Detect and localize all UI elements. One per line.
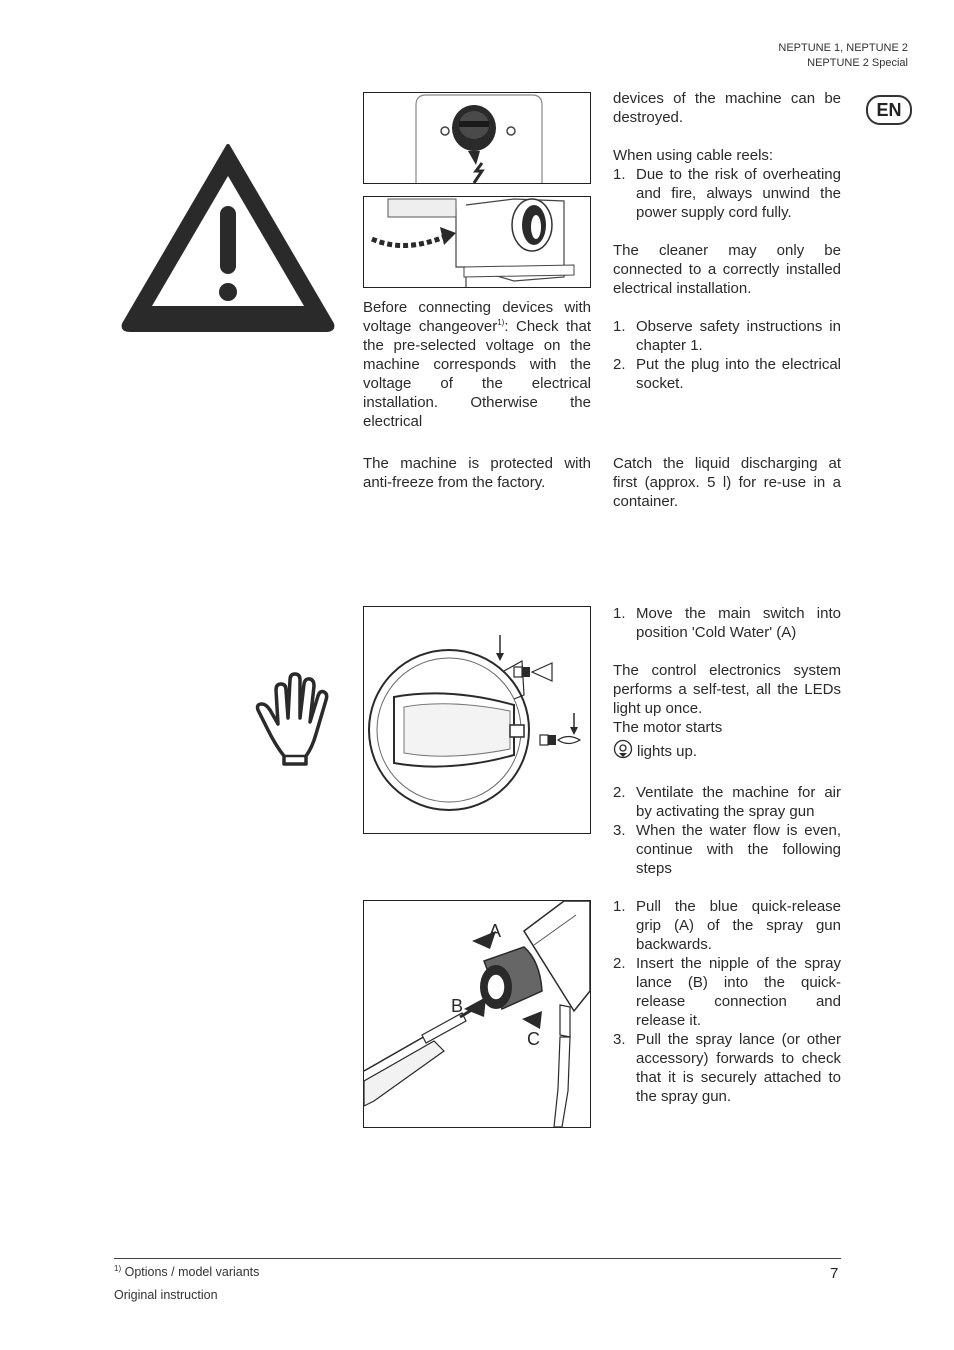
antifreeze-note: The machine is protected with anti-freeze from the factory. [363,455,591,491]
cable-reels-list [613,165,841,222]
cable-reels-intro: When using cable reels: [613,147,774,164]
list-item: 3. When the water flow is even, continue with the following steps [613,822,841,877]
footnote-marker: 1) [497,318,505,327]
list-item: 2. Ventilate the machine for air by activating the spray gun [613,784,841,820]
footnote-number: 1) [114,1263,122,1273]
list-item: 1. Observe safety instructions in chapter 1. [613,318,841,354]
figure-voltage-selector [363,92,591,184]
lights-up-text: lights up. [637,743,698,760]
header-model-line1: NEPTUNE 1, NEPTUNE 2 [778,42,908,54]
list-item: 1. Due to the risk of overheating and fire, always unwind the power supply cord fully. [613,166,841,221]
language-badge: EN [866,95,912,125]
voltage-check-text [363,298,591,431]
figure-main-switch [363,606,591,834]
list-item: 1. Pull the blue quick-release grip (A) of the spray gun backwards. [613,898,841,953]
list-item: 2. Insert the nipple of the spray lance (B) into the quick-release connection and release it. [613,955,841,1029]
figure-switch-rotation [363,196,591,288]
spray-lance-instructions [613,897,841,1106]
footnote [114,1265,259,1279]
footnote-text: Options / model variants [121,1265,260,1279]
original-instruction-label: Original instruction [114,1288,218,1302]
stop-hand-icon [254,672,344,773]
figure-label-a: A [489,921,502,941]
motor-starts-note: The motor starts [613,719,723,736]
list-item: 1. Move the main switch into position 'Cold Water' (A) [613,605,841,641]
liquid-catch-note: Catch the liquid discharging at first (approx. 5 l) for re-use in a container. [613,455,841,510]
figure-spray-lance-connection [363,900,591,1128]
warning-triangle-icon [120,140,336,337]
header-model-line2: NEPTUNE 2 Special [807,57,908,69]
motor-indicator-line [613,739,841,764]
document-header [778,41,908,71]
startup-instructions [613,604,841,878]
figure-label-c: C [527,1029,540,1049]
motor-led-icon [613,739,633,764]
figure-label-b: B [451,996,464,1016]
list-item: 3. Pull the spray lance (or other accessory) forwards to check that it is securely attached to the spray gun. [613,1031,841,1105]
electrical-instructions [613,89,841,393]
destroyed-warning-cont: devices of the machine can be destroyed. [613,90,841,126]
selftest-note: The control electronics system performs a self-test, all the LEDs light up once. [613,662,841,717]
footer-divider [114,1258,841,1259]
voltage-check-text-b: : Check that the pre-selected voltage on the machine corresponds with the voltage of the electrical installation. Otherwise the electrical [363,318,591,430]
voltage-check-text-a: Before connecting devices with voltage changeover [363,299,591,335]
installation-note: The cleaner may only be connected to a correctly installed electrical installation. [613,242,841,297]
page-number: 7 [830,1265,839,1282]
list-item: 2. Put the plug into the electrical socket. [613,356,841,392]
connection-steps [613,317,841,393]
